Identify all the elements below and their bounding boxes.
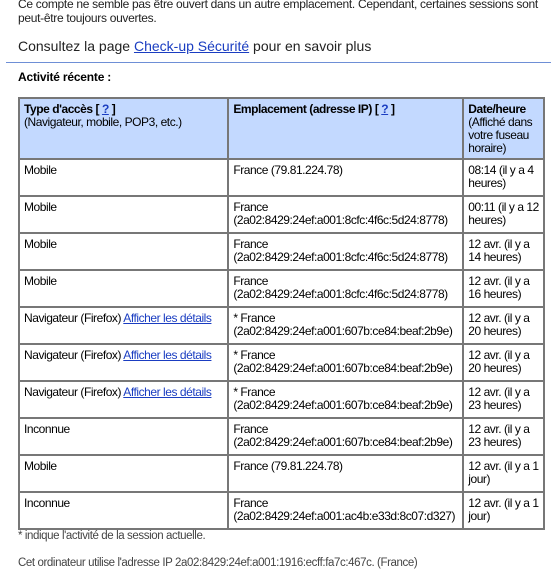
- date-cell: [463, 492, 544, 529]
- ip-text: (2a02:8429:24ef:a001:8cfc:4f6c:5d24:8778): [233, 250, 448, 264]
- table-row: [19, 233, 544, 270]
- date-text: 08:14 (il y a 4 heures): [468, 163, 534, 190]
- table-row: [19, 492, 544, 529]
- access-type-cell: [19, 233, 228, 270]
- access-type-cell: [19, 196, 228, 233]
- ip-text: (2a02:8429:24ef:a001:8cfc:4f6c:5d24:8778): [233, 213, 448, 227]
- access-type-cell: [19, 418, 228, 455]
- access-type-cell: [19, 307, 228, 344]
- date-cell: [463, 307, 544, 344]
- show-details-link[interactable]: Afficher les détails: [123, 311, 212, 325]
- ip-text: (2a02:8429:24ef:a001:607b:ce84:beaf:2b9e): [233, 361, 453, 375]
- location-help-link[interactable]: ?: [381, 102, 389, 116]
- date-text: 12 avr. (il y a 1 jour): [468, 459, 539, 486]
- access-type-text: Mobile: [24, 237, 57, 251]
- help-bracket: [: [95, 102, 100, 116]
- ip-text: (2a02:8429:24ef:a001:8cfc:4f6c:5d24:8778): [233, 287, 448, 301]
- access-type-cell: [19, 344, 228, 381]
- date-cell: [463, 344, 544, 381]
- show-details-link[interactable]: Afficher les détails: [123, 385, 212, 399]
- table-row: [19, 344, 544, 381]
- date-cell: [463, 270, 544, 307]
- security-checkup-link[interactable]: Check-up Sécurité: [133, 38, 250, 54]
- location-text: France (79.81.224.78): [233, 163, 343, 177]
- access-type-help-link[interactable]: ?: [101, 102, 109, 116]
- location-text: France: [233, 496, 268, 510]
- header-date-subtitle: (Affiché dans votre fuseau horaire): [468, 115, 533, 155]
- checkup-prefix: Consultez la page: [18, 38, 134, 54]
- location-cell: [228, 196, 463, 233]
- date-text: 12 avr. (il y a 20 heures): [468, 311, 530, 338]
- date-cell: [463, 196, 544, 233]
- location-cell: [228, 381, 463, 418]
- access-type-text: Mobile: [24, 274, 57, 288]
- table-header-row: [19, 98, 544, 159]
- access-type-text: Navigateur (Firefox): [24, 311, 122, 325]
- access-type-cell: [19, 270, 228, 307]
- location-cell: [228, 455, 463, 492]
- date-cell: [463, 233, 544, 270]
- header-access-type-subtitle: (Navigateur, mobile, POP3, etc.): [24, 115, 182, 129]
- recent-activity-heading: Activité récente :: [18, 70, 112, 84]
- header-access-type: [19, 98, 228, 159]
- access-type-text: Navigateur (Firefox): [24, 385, 122, 399]
- header-date: [463, 98, 544, 159]
- date-text: 12 avr. (il y a 14 heures): [468, 237, 530, 264]
- header-date-title: Date/heure: [468, 102, 526, 116]
- location-cell: [228, 344, 463, 381]
- table-row: [19, 159, 544, 196]
- ip-text: (2a02:8429:24ef:a001:607b:ce84:beaf:2b9e): [233, 324, 453, 338]
- location-text: France (79.81.224.78): [233, 459, 343, 473]
- access-type-cell: [19, 159, 228, 196]
- ip-text: (2a02:8429:24ef:a001:ac4b:e33d:8c07:d327): [233, 509, 456, 523]
- location-text: * France: [233, 385, 276, 399]
- current-session-footnote: * indique l'activité de la session actuelle.: [18, 530, 206, 542]
- date-text: 12 avr. (il y a 16 heures): [468, 274, 530, 301]
- access-type-text: Mobile: [24, 459, 57, 473]
- table-row: [19, 307, 544, 344]
- location-cell: [228, 159, 463, 196]
- location-cell: [228, 418, 463, 455]
- intro-text: Ce compte ne semble pas être ouvert dans un autre emplacement. Cependant, certaines sessions sont peut-être toujours ouvertes.: [18, 0, 538, 25]
- ip-text: (2a02:8429:24ef:a001:607b:ce84:beaf:2b9e): [233, 398, 453, 412]
- table-row: [19, 381, 544, 418]
- location-text: France: [233, 200, 268, 214]
- checkup-suffix: pour en savoir plus: [249, 38, 372, 54]
- access-type-cell: [19, 492, 228, 529]
- access-type-cell: [19, 381, 228, 418]
- date-cell: [463, 159, 544, 196]
- date-text: 00:11 (il y a 12 heures): [468, 200, 539, 227]
- table-row: [19, 270, 544, 307]
- date-cell: [463, 418, 544, 455]
- location-cell: [228, 233, 463, 270]
- date-text: 12 avr. (il y a 23 heures): [468, 422, 530, 449]
- date-cell: [463, 381, 544, 418]
- location-text: * France: [233, 311, 276, 325]
- header-location: [228, 98, 463, 159]
- access-type-text: Mobile: [24, 200, 57, 214]
- help-bracket: ]: [111, 102, 116, 116]
- checkup-line: [18, 38, 371, 55]
- location-text: France: [233, 274, 268, 288]
- date-text: 12 avr. (il y a 23 heures): [468, 385, 530, 412]
- access-type-cell: [19, 455, 228, 492]
- location-cell: [228, 307, 463, 344]
- access-type-text: Inconnue: [24, 496, 70, 510]
- section-divider: [6, 62, 551, 63]
- date-text: 12 avr. (il y a 20 heures): [468, 348, 530, 375]
- access-type-text: Navigateur (Firefox): [24, 348, 122, 362]
- access-type-text: Mobile: [24, 163, 57, 177]
- location-cell: [228, 492, 463, 529]
- sessions-table: [18, 97, 545, 530]
- help-bracket: ]: [391, 102, 395, 116]
- header-access-type-title: Type d'accès: [24, 102, 93, 116]
- help-bracket: [: [374, 102, 379, 116]
- table-row: [19, 196, 544, 233]
- access-type-text: Inconnue: [24, 422, 70, 436]
- current-ip-note: Cet ordinateur utilise l'adresse IP 2a02:8429:24ef:a001:1916:ecff:fa7c:467c. (France): [18, 557, 418, 569]
- date-cell: [463, 455, 544, 492]
- header-location-title: Emplacement (adresse IP): [233, 102, 372, 116]
- show-details-link[interactable]: Afficher les détails: [123, 348, 212, 362]
- location-cell: [228, 270, 463, 307]
- date-text: 12 avr. (il y a 1 jour): [468, 496, 539, 523]
- location-text: * France: [233, 348, 276, 362]
- ip-text: (2a02:8429:24ef:a001:607b:ce84:beaf:2b9e): [233, 435, 453, 449]
- location-text: France: [233, 422, 268, 436]
- table-row: [19, 418, 544, 455]
- location-text: France: [233, 237, 268, 251]
- table-row: [19, 455, 544, 492]
